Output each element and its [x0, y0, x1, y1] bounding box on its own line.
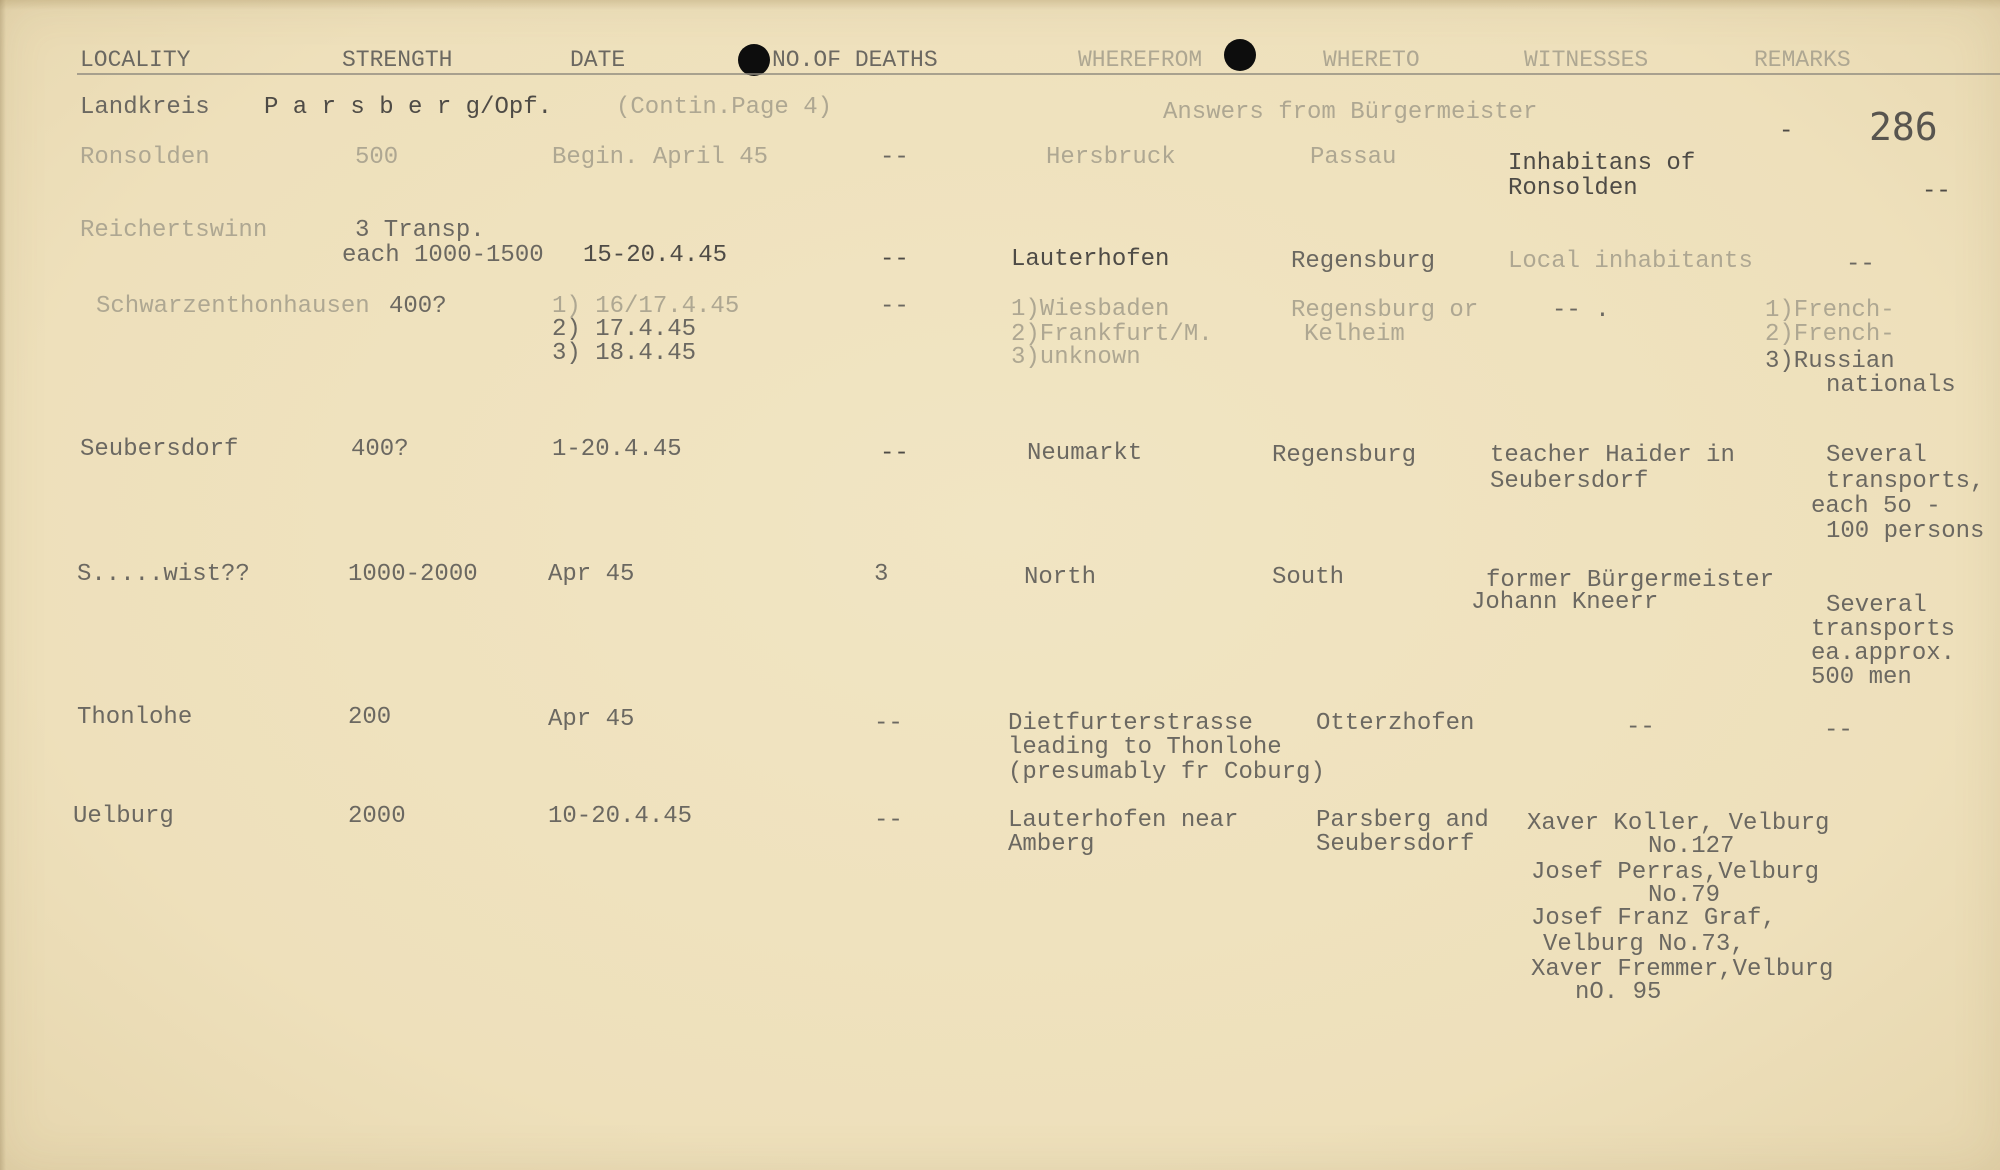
- header-wherefrom: WHEREFROM: [1078, 47, 1203, 73]
- entry-witnesses: Local inhabitants: [1508, 248, 1753, 275]
- entry-remarks: --: [1824, 717, 1853, 744]
- entry-date-line: 2) 17.4.45: [552, 316, 697, 343]
- entry-deaths: 3: [874, 561, 889, 588]
- header-date: DATE: [570, 47, 626, 73]
- entry-deaths: --: [874, 710, 903, 737]
- entry-locality: S.....wist??: [77, 561, 250, 588]
- header-witnesses: WITNESSES: [1524, 47, 1649, 73]
- entry-witnesses: --: [1626, 714, 1655, 741]
- entry-strength: 400?: [389, 293, 447, 320]
- entry-whereto-line: Regensburg or: [1291, 297, 1479, 324]
- entry-remarks-line: nationals: [1826, 372, 1956, 399]
- header-remarks: REMARKS: [1754, 47, 1851, 73]
- entry-locality: Schwarzenthonhausen: [96, 293, 370, 320]
- entry-wherefrom-line: Amberg: [1008, 831, 1095, 858]
- entry-witnesses-line: Velburg No.73,: [1543, 931, 1745, 958]
- entry-remarks-line: 100 persons: [1826, 518, 1985, 545]
- intro-continuation: (Contin.Page 4): [616, 94, 833, 121]
- entry-wherefrom: Hersbruck: [1046, 144, 1176, 171]
- entry-deaths: --: [880, 246, 909, 273]
- entry-remarks: --: [1846, 251, 1875, 278]
- entry-strength-line: each 1000-1500: [342, 242, 544, 269]
- entry-remarks-line: transports,: [1826, 468, 1985, 495]
- entry-deaths: --: [880, 144, 909, 171]
- entry-strength: 500: [355, 144, 399, 171]
- entry-remarks-line: each 5o -: [1811, 493, 1941, 520]
- header-deaths: NO.OF DEATHS: [772, 47, 938, 73]
- entry-witnesses-line: nO. 95: [1575, 979, 1662, 1006]
- entry-strength: 1000-2000: [348, 561, 478, 588]
- entry-wherefrom-line: 2)Frankfurt/M.: [1011, 321, 1213, 348]
- entry-wherefrom: Neumarkt: [1027, 440, 1143, 467]
- entry-locality: Uelburg: [73, 803, 174, 830]
- entry-deaths: --: [874, 807, 903, 834]
- entry-locality: Ronsolden: [80, 144, 210, 171]
- entry-locality: Reichertswinn: [80, 217, 268, 244]
- entry-wherefrom: North: [1024, 564, 1097, 591]
- entry-date-line: 1) 16/17.4.45: [552, 293, 740, 320]
- entry-strength: 200: [348, 704, 392, 731]
- entry-deaths: --: [880, 293, 909, 320]
- entry-remarks-line: 2)French-: [1765, 321, 1895, 348]
- entry-wherefrom-line: leading to Thonlohe: [1008, 734, 1282, 761]
- intro-label: Landkreis: [80, 94, 210, 121]
- entry-wherefrom-line: (presumably fr Coburg): [1008, 759, 1325, 786]
- entry-whereto-line: Parsberg and: [1316, 807, 1489, 834]
- entry-locality: Seubersdorf: [80, 436, 239, 463]
- entry-wherefrom: Lauterhofen: [1011, 246, 1170, 273]
- entry-witnesses-line: Inhabitans of: [1508, 150, 1696, 177]
- entry-date: 1-20.4.45: [552, 436, 682, 463]
- entry-date: 15-20.4.45: [583, 242, 728, 269]
- entry-witnesses-line: Johann Kneerr: [1471, 589, 1659, 616]
- entry-strength: 2000: [348, 803, 406, 830]
- header-strength: STRENGTH: [342, 47, 453, 73]
- entry-witnesses-line: Josef Perras,Velburg: [1531, 859, 1820, 886]
- entry-whereto: South: [1272, 564, 1345, 591]
- entry-wherefrom-line: Lauterhofen near: [1008, 807, 1239, 834]
- entry-deaths: --: [880, 440, 909, 467]
- entry-remarks-line: ea.approx.: [1811, 640, 1956, 667]
- entry-date: Begin. April 45: [552, 144, 769, 171]
- entry-strength: 400?: [351, 436, 409, 463]
- entry-locality: Thonlohe: [77, 704, 193, 731]
- entry-remarks-line: Several: [1826, 442, 1927, 469]
- entry-date-line: 3) 18.4.45: [552, 340, 697, 367]
- entry-witnesses-line: Josef Franz Graf,: [1531, 905, 1776, 932]
- entry-remarks-line: 3)Russian: [1765, 348, 1895, 375]
- entry-wherefrom-line: Dietfurterstrasse: [1008, 710, 1253, 737]
- entry-whereto: Otterzhofen: [1316, 710, 1475, 737]
- entry-date: 10-20.4.45: [548, 803, 693, 830]
- entry-whereto: Regensburg: [1291, 248, 1436, 275]
- entry-witnesses-line: teacher Haider in: [1490, 442, 1735, 469]
- intro-source-note: Answers from Bürgermeister: [1163, 99, 1538, 126]
- entry-witnesses-line: Ronsolden: [1508, 175, 1638, 202]
- header-whereto: WHERETO: [1323, 47, 1420, 73]
- entry-whereto-line: Seubersdorf: [1316, 831, 1475, 858]
- punch-hole-right: [1224, 39, 1256, 71]
- entry-remarks: --: [1922, 178, 1951, 205]
- entry-whereto: Regensburg: [1272, 442, 1417, 469]
- entry-witnesses: -- .: [1552, 297, 1610, 324]
- entry-whereto: Passau: [1310, 144, 1397, 171]
- entry-whereto-line: Kelheim: [1304, 321, 1405, 348]
- intro-district: P a r s b e r g/Opf.: [264, 94, 553, 121]
- header-underline: [77, 73, 2000, 75]
- entry-wherefrom-line: 1)Wiesbaden: [1011, 296, 1170, 323]
- entry-witnesses-line: former Bürgermeister: [1486, 567, 1775, 594]
- entry-remarks-line: transports: [1811, 616, 1956, 643]
- entry-remarks-line: 500 men: [1811, 664, 1912, 691]
- punch-hole-left: [738, 44, 770, 76]
- entry-witnesses-line: Xaver Koller, Velburg: [1527, 810, 1830, 837]
- entry-remarks-line: Several: [1826, 592, 1927, 619]
- entry-witnesses-line: No.127: [1648, 833, 1735, 860]
- entry-strength-line: 3 Transp.: [355, 217, 485, 244]
- entry-witnesses-line: Seubersdorf: [1490, 468, 1649, 495]
- entry-date: Apr 45: [548, 561, 635, 588]
- header-locality: LOCALITY: [80, 47, 191, 73]
- page-dash: -: [1779, 118, 1794, 145]
- page-number: 286: [1869, 105, 1938, 149]
- entry-wherefrom-line: 3)unknown: [1011, 344, 1141, 371]
- entry-witnesses-line: No.79: [1648, 882, 1721, 909]
- entry-date: Apr 45: [548, 706, 635, 733]
- entry-remarks-line: 1)French-: [1765, 297, 1895, 324]
- entry-witnesses-line: Xaver Fremmer,Velburg: [1531, 956, 1834, 983]
